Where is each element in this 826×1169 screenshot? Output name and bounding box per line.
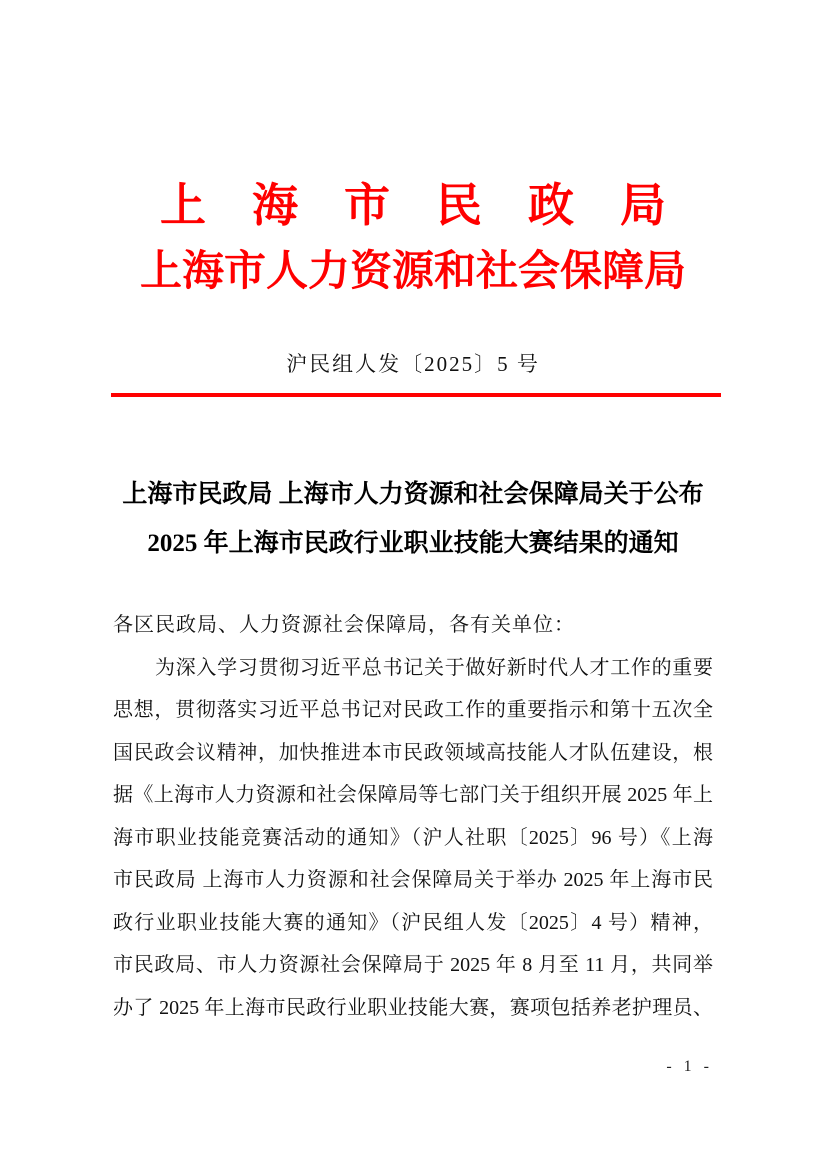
body-line: 市民政局、市人力资源社会保障局于 2025 年 8 月至 11 月，共同举 <box>113 954 713 976</box>
body-line: 据《上海市人力资源和社会保障局等七部门关于组织开展 2025 年上 <box>113 784 713 806</box>
body-line: 国民政会议精神，加快推进本市民政领域高技能人才队伍建设，根 <box>113 741 713 764</box>
red-divider-rule <box>111 393 721 397</box>
letterhead <box>0 175 826 301</box>
body-line: 海市职业技能竞赛活动的通知》（沪人社职〔2025〕96 号）《上海 <box>113 826 713 849</box>
body-line: 市民政局 上海市人力资源和社会保障局关于举办 2025 年上海市民 <box>113 869 713 891</box>
page-number: - 1 - <box>666 1058 713 1075</box>
document-reference-number: 沪民组人发〔2025〕5 号 <box>286 352 540 376</box>
document-title-line1: 上海市民政局 上海市人力资源和社会保障局关于公布 <box>122 481 704 508</box>
document-body <box>113 604 713 1029</box>
document-title-line2: 2025 年上海市民政行业职业技能大赛结果的通知 <box>147 530 679 557</box>
letterhead-org-human-resources: 上海市人力资源和社会保障局 <box>139 249 686 295</box>
body-paragraph <box>113 647 713 1030</box>
document-title <box>113 470 713 568</box>
body-line: 思想，贯彻落实习近平总书记对民政工作的重要指示和第十五次全 <box>113 699 713 721</box>
body-line: 政行业职业技能大赛的通知》（沪民组人发〔2025〕4 号）精神， <box>113 911 713 934</box>
body-line: 为深入学习贯彻习近平总书记关于做好新时代人才工作的重要 <box>155 656 713 679</box>
salutation-line: 各区民政局、人力资源社会保障局，各有关单位： <box>113 614 575 636</box>
body-line: 办了 2025 年上海市民政行业职业技能大赛，赛项包括养老护理员、 <box>113 996 713 1019</box>
letterhead-org-civil-affairs: 上海市民政局 <box>160 180 712 231</box>
